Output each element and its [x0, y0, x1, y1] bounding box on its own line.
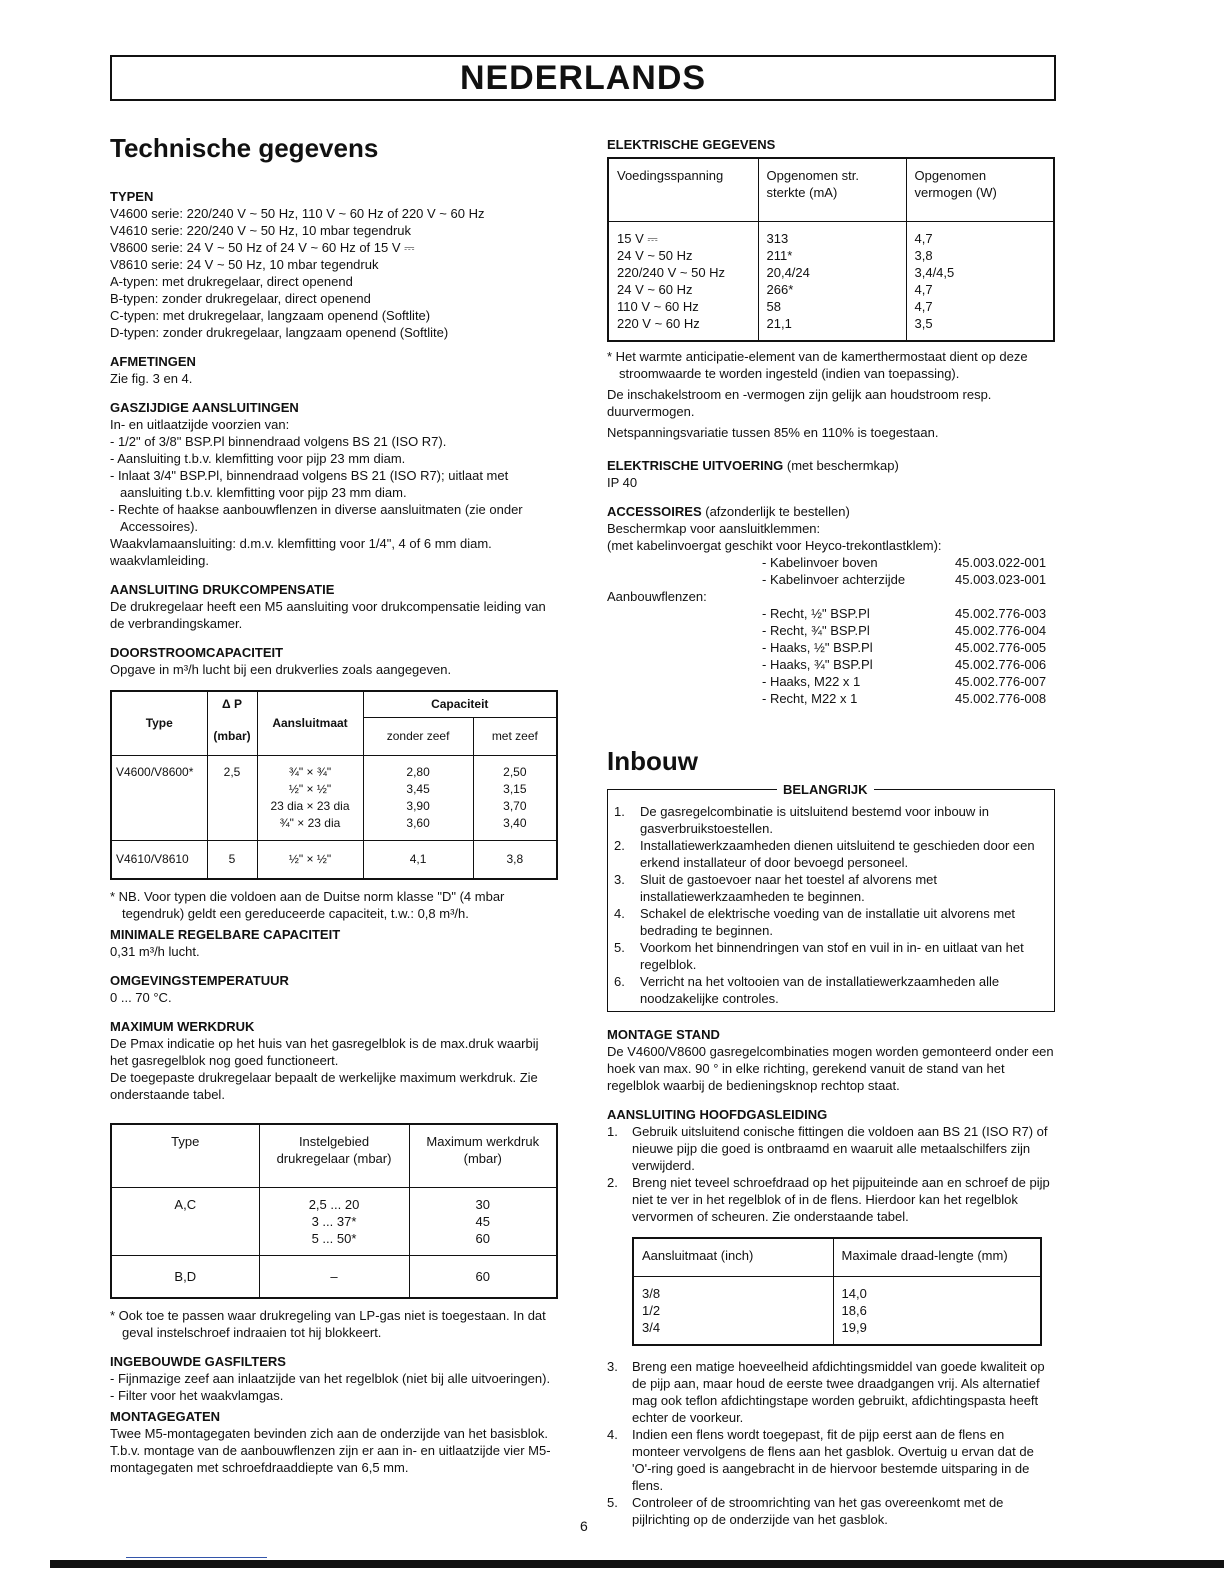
belangrijk-title-bar [607, 782, 1055, 803]
col-header-zonder-zeef: zonder zeef [363, 718, 473, 756]
cell-met [473, 756, 557, 841]
list-item [607, 554, 1055, 571]
elektrisch-p2: Netspanningsvariatie tussen 85% en 110% is toegestaan. [607, 425, 939, 440]
werkdruk-line: De toegepaste drukregelaar bepaalt de werkelijke maximum werkdruk. Zie onderstaande tabel. [110, 1070, 538, 1102]
hoofd-list-b [607, 1358, 1055, 1528]
volt-value: 15 V ⎓ [617, 231, 658, 246]
col-header-type: Type [111, 691, 207, 756]
maat-value: ¾" × 23 dia [279, 816, 341, 830]
col-header-instelgebied: Instelgebied drukregelaar (mbar) [259, 1124, 409, 1188]
maat-value: ½" × ½" [288, 782, 332, 796]
cell-instel [259, 1188, 409, 1256]
montagegaten-line: Twee M5-montagegaten bevinden zich aan de onderzijde van het basisblok. [110, 1426, 548, 1441]
uitvoering-title [607, 457, 1055, 474]
col-header-dp: Δ P [207, 691, 257, 718]
footer-bar [50, 1560, 1224, 1568]
acc-name: - Haaks, ¾" BSP.Pl [762, 657, 873, 672]
item-number: 2. [607, 1175, 618, 1190]
uitvoering-text: IP 40 [607, 475, 638, 490]
werkdruk-title: MAXIMUM WERKDRUK [110, 1019, 255, 1034]
met-value: 3,15 [503, 782, 527, 796]
filters-item: - Fijnmazige zeef aan inlaatzijde van het regelblok (niet bij alle uitvoeringen). [110, 1371, 551, 1386]
typen-line: D-typen: zonder drukregelaar, langzaam openend (Softlite) [110, 325, 449, 340]
pressure-table [110, 1123, 558, 1299]
list-item [607, 1494, 1055, 1528]
acc-code: 45.002.776-003 [955, 606, 1047, 621]
cell-dp: 2,5 [207, 756, 257, 841]
lengte-value: 14,0 [841, 1286, 867, 1301]
typen-line: C-typen: met drukregelaar, langzaam openend (Softlite) [110, 308, 431, 323]
item-text: Gebruik uitsluitend conische fittingen die voldoen aan BS 21 (ISO R7) of nieuwe pijp die goed is ontbraamd en waaruit alle metaalschilfers zijn verwijderd. [632, 1124, 1048, 1173]
item-text: Sluit de gastoevoer naar het toestel af alvorens met installatiewerkzaamheden te beginnen. [640, 872, 938, 904]
table-row [111, 1256, 557, 1299]
item-number: 4. [607, 1427, 618, 1442]
left-column [110, 132, 558, 1476]
volt-value: 220/240 V ~ 50 Hz [617, 265, 726, 280]
col-header-capaciteit: Capaciteit [363, 691, 557, 718]
max-value: 60 [475, 1231, 490, 1246]
electrical-table [607, 157, 1055, 342]
acc-name: - Haaks, M22 x 1 [762, 674, 861, 689]
list-item [607, 622, 1055, 639]
col-header-type: Type [111, 1124, 259, 1188]
accessoires-title [607, 503, 1055, 520]
section-heading-technische-gegevens: Technische gegevens [110, 133, 379, 163]
met-value: 2,50 [503, 765, 527, 779]
cell-maat [633, 1277, 833, 1346]
volt-value: 220 V ~ 60 Hz [617, 316, 700, 331]
montage-title: MONTAGE STAND [607, 1027, 720, 1042]
maat-value: 23 dia × 23 dia [270, 799, 350, 813]
list-item [614, 871, 1048, 905]
acc-code: 45.002.776-004 [955, 623, 1047, 638]
col-header-aansluitmaat: Aansluitmaat (inch) [633, 1238, 833, 1277]
page-number: 6 [580, 1518, 588, 1534]
list-item [607, 1174, 1055, 1225]
thread-length-table [632, 1237, 1042, 1346]
verm-value: 3,8 [914, 248, 933, 263]
maat-value: 3/4 [642, 1320, 661, 1335]
accessoires-line: (met kabelinvoergat geschikt voor Heyco-trekontlastklem): [607, 538, 942, 553]
typen-line: A-typen: met drukregelaar, direct openend [110, 274, 353, 289]
drukcomp-title: AANSLUITING DRUKCOMPENSATIE [110, 582, 335, 597]
item-text: Breng niet teveel schroefdraad op het pijpuiteinde aan en schroef de pijp niet te ver in het regelblok of in de flens. Hierdoor kan het regelblok vervormen of scheuren. Zie onderstaande tabel. [632, 1175, 1050, 1224]
typen-line: V4610 serie: 220/240 V ~ 50 Hz, 10 mbar tegendruk [110, 223, 411, 238]
elektrisch-note: * Het warmte anticipatie-element van de kamerthermostaat dient op deze stroomwaarde te worden ingesteld (indien van toepassing). [607, 349, 1028, 381]
cell-zonder [363, 756, 473, 841]
hoofd-list-a [607, 1123, 1055, 1225]
maat-value: 3/8 [642, 1286, 661, 1301]
list-item [607, 690, 1055, 707]
item-number: 5. [614, 940, 625, 955]
item-number: 1. [607, 1124, 618, 1139]
list-item [607, 639, 1055, 656]
doorstroom-title: DOORSTROOMCAPACITEIT [110, 645, 284, 660]
belangrijk-title: BELANGRIJK [777, 781, 874, 798]
verm-value: 3,5 [914, 316, 933, 331]
cell-maat: ½" × ½" [257, 841, 363, 880]
gaszijdig-title: GASZIJDIGE AANSLUITINGEN [110, 400, 299, 415]
gaszijdig-item: - Rechte of haakse aanbouwflenzen in diverse aansluitmaten (zie onder Accessoires). [110, 502, 523, 534]
cell-maat [257, 756, 363, 841]
acc-name: - Recht, ¾" BSP.Pl [762, 623, 870, 638]
cell-met: 3,8 [473, 841, 557, 880]
belangrijk-list [614, 803, 1048, 1007]
stroom-value: 211* [766, 248, 793, 263]
gaszijdig-item: - 1/2" of 3/8" BSP.Pl binnendraad volgens BS 21 (ISO R7). [110, 434, 447, 449]
acc-code: 45.002.776-008 [955, 691, 1047, 706]
cell-instel: – [259, 1256, 409, 1299]
table-row [608, 222, 1054, 342]
instel-value: 2,5 ... 20 [308, 1197, 360, 1212]
list-item [607, 656, 1055, 673]
list-item [607, 1123, 1055, 1174]
acc-name: - Kabelinvoer boven [762, 555, 878, 570]
filters-title: INGEBOUWDE GASFILTERS [110, 1354, 286, 1369]
verm-value: 4,7 [914, 299, 933, 314]
uitvoering-title-suffix: (met beschermkap) [783, 458, 899, 473]
cell-lengte [833, 1277, 1041, 1346]
item-number: 5. [607, 1495, 618, 1510]
minimale-text: 0,31 m³/h lucht. [110, 944, 200, 959]
banner-title: NEDERLANDS [459, 58, 707, 97]
list-item [614, 939, 1048, 973]
list-item [614, 837, 1048, 871]
acc-code: 45.002.776-007 [955, 674, 1047, 689]
acc-name: - Recht, ½" BSP.Pl [762, 606, 870, 621]
doorstroom-note: * NB. Voor typen die voldoen aan de Duitse norm klasse "D" (4 mbar tegendruk) geldt een gereduceerde capaciteit, t.w.: 0,8 m³/h. [110, 889, 505, 921]
gaszijdig-item: - Inlaat 3/4" BSP.Pl, binnendraad volgens BS 21 (ISO R7); uitlaat met aansluiting t.b.v. klemfitting voor pijp 23 mm diam. [110, 468, 509, 500]
list-item [607, 1358, 1055, 1426]
max-value: 30 [475, 1197, 490, 1212]
acc-code: 45.002.776-005 [955, 640, 1047, 655]
stroom-value: 20,4/24 [766, 265, 810, 280]
werkdruk-line: De Pmax indicatie op het huis van het gasregelblok is de max.druk waarbij het gasregelblok nog goed functioneert. [110, 1036, 539, 1068]
table-row [111, 756, 557, 841]
item-number: 3. [607, 1359, 618, 1374]
footer-accent-line [126, 1557, 267, 1558]
list-item [607, 605, 1055, 622]
acc-code: 45.003.022-001 [955, 555, 1047, 570]
belangrijk-box [607, 782, 1055, 1012]
table-row [633, 1277, 1041, 1346]
gaszijdig-intro: In- en uitlaatzijde voorzien van: [110, 417, 290, 432]
stroom-value: 266* [766, 282, 794, 297]
gaszijdig-outro: Waakvlamaansluiting: d.m.v. klemfitting voor 1/4", 4 of 6 mm diam. waakvlamleiding. [110, 536, 492, 568]
montagegaten-line: T.b.v. montage van de aanbouwflenzen zijn er aan in- en uitlaatzijde vier M5-montagegaten met schroefdraaddiepte van 6,5 mm. [110, 1443, 551, 1475]
zonder-value: 3,60 [406, 816, 430, 830]
verm-value: 4,7 [914, 231, 933, 246]
list-item [614, 803, 1048, 837]
item-text: Controleer of de stroomrichting van het gas overeenkomt met de pijlrichting op de onderzijde van het gasblok. [632, 1495, 1004, 1527]
filters-item: - Filter voor het waakvlamgas. [110, 1388, 284, 1403]
table-row [111, 841, 557, 880]
elektrisch-p1: De inschakelstroom en -vermogen zijn gelijk aan houdstroom resp. duurvermogen. [607, 387, 992, 419]
item-text: Breng een matige hoeveelheid afdichtingsmiddel van goede kwaliteit op de pijp aan, maar houd de eerste twee draadgangen vrij. Als alternatief mag ook teflon afdichtingstape worden gebruikt, afdichtingspasta heeft echter de voorkeur. [632, 1359, 1045, 1425]
omgeving-text: 0 ... 70 °C. [110, 990, 172, 1005]
zonder-value: 2,80 [406, 765, 430, 779]
typen-line: V4600 serie: 220/240 V ~ 50 Hz, 110 V ~ 60 Hz of 220 V ~ 60 Hz [110, 206, 485, 221]
capacity-table [110, 690, 558, 880]
stroom-value: 313 [766, 231, 789, 246]
item-text: Voorkom het binnendringen van stof en vuil in in- en uitlaat van het regelblok. [640, 940, 1024, 972]
item-text: Installatiewerkzaamheden dienen uitsluitend te geschieden door een erkend installateur of door bevoegd personeel. [640, 838, 1035, 870]
montagegaten-title: MONTAGEGATEN [110, 1409, 221, 1424]
drukcomp-text: De drukregelaar heeft een M5 aansluiting voor drukcompensatie leiding van de verbrandingskamer. [110, 599, 546, 631]
list-item [607, 673, 1055, 690]
lengte-value: 18,6 [841, 1303, 867, 1318]
cell-max [409, 1188, 557, 1256]
typen-list [110, 205, 558, 341]
item-number: 6. [614, 974, 625, 989]
cell-dp: 5 [207, 841, 257, 880]
cell-volt [608, 222, 758, 342]
col-header-voedingsspanning: Voedingsspanning [608, 158, 758, 222]
acc-code: 45.002.776-006 [955, 657, 1047, 672]
montage-text: De V4600/V8600 gasregelcombinaties mogen worden gemonteerd onder een hoek van max. 90 ° in elke richting, gerekend vanuit de stand van het regelblok waarbij de bedieningsknop rechtop staat. [607, 1044, 1054, 1093]
acc-name: - Kabelinvoer achterzijde [762, 572, 906, 587]
col-header-max-werkdruk: Maximum werkdruk (mbar) [409, 1124, 557, 1188]
verm-value: 3,4/4,5 [914, 265, 955, 280]
volt-value: 24 V ~ 50 Hz [617, 248, 693, 263]
item-text: Indien een flens wordt toegepast, fit de pijp eerst aan de flens en monteer vervolgens de flens aan het gasblok. Overtuig u ervan dat de 'O'-ring goed is aangebracht in de hiervoor bestemde uitsparing in de flens. [632, 1427, 1034, 1493]
list-item [614, 973, 1048, 1007]
language-banner [110, 55, 1056, 101]
item-number: 2. [614, 838, 625, 853]
list-item [614, 905, 1048, 939]
hoofd-title: AANSLUITING HOOFDGASLEIDING [607, 1107, 828, 1122]
cell-verm [906, 222, 1054, 342]
item-number: 4. [614, 906, 625, 921]
col-header-aansluitmaat: Aansluitmaat [257, 691, 363, 756]
acc-code: 45.003.023-001 [955, 572, 1047, 587]
instel-value: 3 ... 37* [311, 1214, 357, 1229]
uitvoering-title-bold: ELEKTRISCHE UITVOERING [607, 458, 784, 473]
table-row [111, 1188, 557, 1256]
cell-type: B,D [111, 1256, 259, 1299]
list-item [607, 1426, 1055, 1494]
flenzen-label: Aanbouwflenzen: [607, 589, 707, 604]
typen-line: V8600 serie: 24 V ~ 50 Hz of 24 V ~ 60 Hz of 15 V ⎓ [110, 240, 415, 255]
item-number: 1. [614, 804, 625, 819]
stroom-value: 21,1 [766, 316, 792, 331]
maat-value: ¾" × ¾" [288, 765, 332, 779]
met-value: 3,70 [503, 799, 527, 813]
accessoires-title-bold: ACCESSOIRES [607, 504, 702, 519]
cell-zonder: 4,1 [363, 841, 473, 880]
item-text: Schakel de elektrische voeding van de installatie uit alvorens met bedrading te beginnen. [640, 906, 1016, 938]
list-item [607, 571, 1055, 588]
zonder-value: 3,45 [406, 782, 430, 796]
omgeving-title: OMGEVINGSTEMPERATUUR [110, 973, 289, 988]
verm-value: 4,7 [914, 282, 933, 297]
afmetingen-text: Zie fig. 3 en 4. [110, 371, 193, 386]
typen-line: B-typen: zonder drukregelaar, direct openend [110, 291, 371, 306]
max-value: 45 [475, 1214, 490, 1229]
col-header-met-zeef: met zeef [473, 718, 557, 756]
minimale-title: MINIMALE REGELBARE CAPACITEIT [110, 927, 341, 942]
cell-type: A,C [111, 1188, 259, 1256]
cell-type: V4610/V8610 [111, 841, 207, 880]
doorstroom-text: Opgave in m³/h lucht bij een drukverlies zoals aangegeven. [110, 662, 452, 677]
cell-stroom [758, 222, 906, 342]
cell-type: V4600/V8600* [111, 756, 207, 841]
item-text: De gasregelcombinatie is uitsluitend bestemd voor inbouw in gasverbruikstoestellen. [640, 804, 990, 836]
acc-name: - Recht, M22 x 1 [762, 691, 858, 706]
typen-line: V8610 serie: 24 V ~ 50 Hz, 10 mbar tegendruk [110, 257, 379, 272]
cell-max: 60 [409, 1256, 557, 1299]
typen-title: TYPEN [110, 189, 154, 204]
instel-value: 5 ... 50* [311, 1231, 357, 1246]
maat-value: 1/2 [642, 1303, 661, 1318]
section-heading-inbouw: Inbouw [607, 746, 698, 776]
item-text: Verricht na het voltooien van de installatiewerkzaamheden alle noodzakelijke controles. [640, 974, 1000, 1006]
lengte-value: 19,9 [841, 1320, 867, 1335]
volt-value: 110 V ~ 60 Hz [617, 299, 699, 314]
accessoires-title-suffix: (afzonderlijk te bestellen) [701, 504, 850, 519]
col-header-draadlengte: Maximale draad-lengte (mm) [833, 1238, 1041, 1277]
col-header-stroomsterkte: Opgenomen str. sterkte (mA) [758, 158, 906, 222]
stroom-value: 58 [766, 299, 781, 314]
right-column [607, 136, 1055, 1528]
afmetingen-title: AFMETINGEN [110, 354, 196, 369]
accessoires-line: Beschermkap voor aansluitklemmen: [607, 521, 821, 536]
acc-name: - Haaks, ½" BSP.Pl [762, 640, 873, 655]
col-header-dp-unit: (mbar) [207, 718, 257, 756]
col-header-vermogen: Opgenomen vermogen (W) [906, 158, 1054, 222]
volt-value: 24 V ~ 60 Hz [617, 282, 693, 297]
zonder-value: 3,90 [406, 799, 430, 813]
gaszijdig-item: - Aansluiting t.b.v. klemfitting voor pijp 23 mm diam. [110, 451, 406, 466]
elektrisch-title: ELEKTRISCHE GEGEVENS [607, 137, 776, 152]
met-value: 3,40 [503, 816, 527, 830]
item-number: 3. [614, 872, 625, 887]
werkdruk-note: * Ook toe te passen waar drukregeling van LP-gas niet is toegestaan. In dat geval instelschroef indraaien tot hij blokkeert. [110, 1308, 546, 1340]
